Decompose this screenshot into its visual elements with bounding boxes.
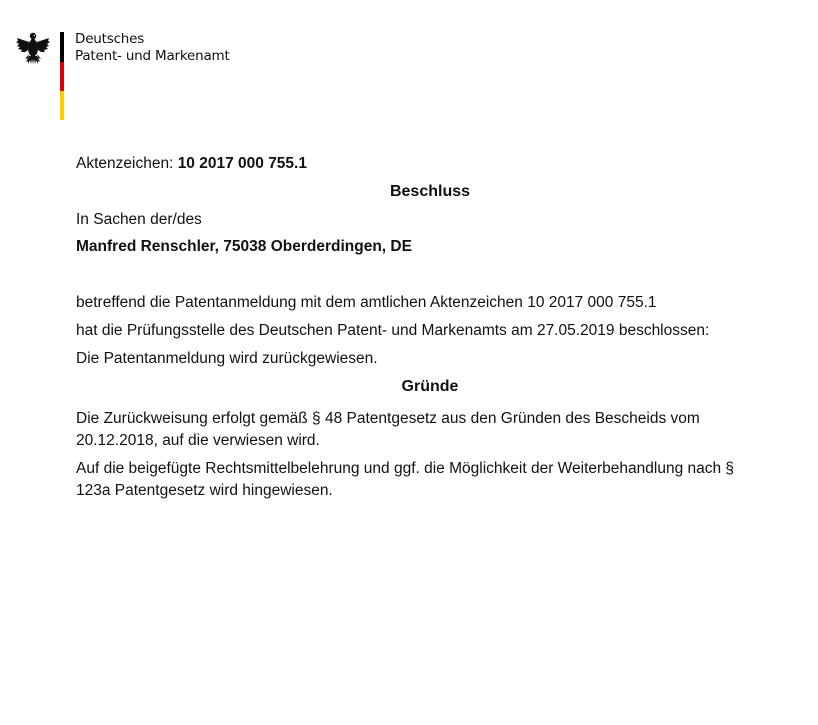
organization-name [75,31,230,65]
in-matter-text: In Sachen der/des [76,211,202,228]
file-number-label: Aktenzeichen: [76,155,174,172]
organization-name-line-2: Patent- und Markenamt [75,48,230,64]
reasons-heading: Gründe [401,378,459,395]
party-name: Manfred Renschler, 75038 Oberderdingen, DE [76,238,412,255]
file-number-line [76,153,307,174]
regarding-text: betreffend die Patentanmeldung mit dem amtlichen Aktenzeichen 10 2017 000 755.1 [76,294,657,311]
reason-paragraph-2: Auf die beigefügte Rechtsmittelbelehrung und ggf. die Möglichkeit der Weiterbehandlung nach § 123a Patentgesetz wird hingewiesen. [76,460,735,499]
flag-stripe [60,32,64,120]
federal-eagle-icon [16,30,50,66]
file-number: 10 2017 000 755.1 [177,155,307,172]
document-title: Beschluss [389,183,471,200]
organization-name-line-1: Deutsches [75,31,145,47]
decision-text: Die Patentanmeldung wird zurückgewiesen. [76,350,378,367]
reason-paragraph-1: Die Zurückweisung erfolgt gemäß § 48 Patentgesetz aus den Gründen des Bescheids vom 20.12.2018, auf die verwiesen wird. [76,410,700,449]
decided-text: hat die Prüfungsstelle des Deutschen Patent- und Markenamts am 27.05.2019 beschlossen: [76,322,710,339]
